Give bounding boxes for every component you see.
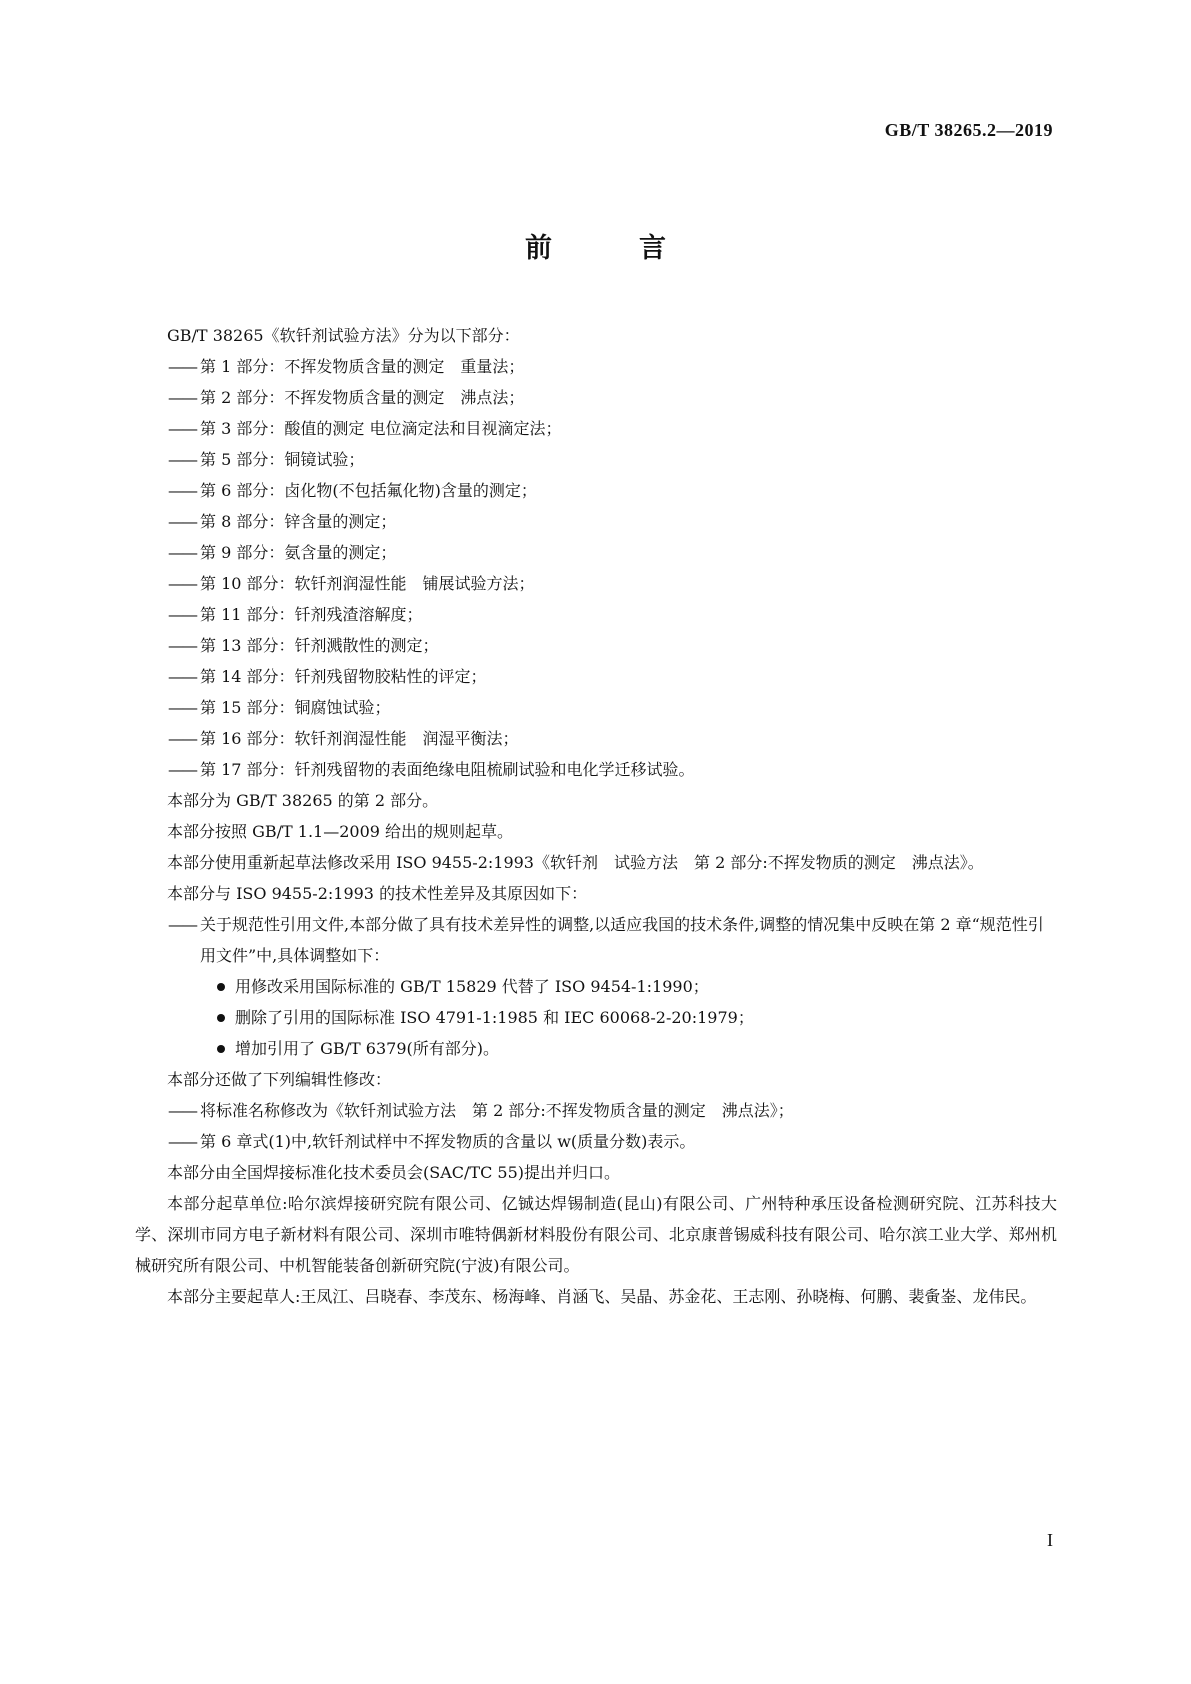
list-item: —— 第 14 部分：钎剂残留物胶粘性的评定； bbox=[168, 667, 487, 686]
list-item: —— 第 8 部分：锌含量的测定； bbox=[168, 512, 397, 531]
paragraph-editorial: 本部分还做了下列编辑性修改： bbox=[167, 1070, 392, 1089]
paragraph-differences: 本部分与 ISO 9455-2:1993 的技术性差异及其原因如下： bbox=[167, 884, 588, 903]
page-number: I bbox=[1047, 1530, 1053, 1550]
editorial-item: —— 第 6 章式(1)中,软钎剂试样中不挥发物质的含量以 w(质量分数)表示。 bbox=[168, 1132, 696, 1151]
list-item: —— 第 9 部分：氨含量的测定； bbox=[168, 543, 397, 562]
paragraph-drafting-units: 本部分起草单位:哈尔滨焊接研究院有限公司、亿铖达焊锡制造(昆山)有限公司、广州特种承压设备检测研究院、江苏科技大学、深圳市同方电子新材料有限公司、深圳市唯特偶新材料股份有限公司、北京康普锡威科技有限公司、哈尔滨工业大学、郑州机械研究所有限公司、中机智能装备创新研究院(宁波)有限公司。 bbox=[135, 1194, 1057, 1275]
list-item: —— 第 17 部分：钎剂残留物的表面绝缘电阻梳刷试验和电化学迁移试验。 bbox=[168, 760, 695, 779]
difference-item: —— 关于规范性引用文件,本部分做了具有技术差异性的调整,以适应我国的技术条件,调整的情况集中反映在第 2 章“规范性引用文件”中,具体调整如下： bbox=[168, 915, 1044, 965]
list-item: —— 第 15 部分：铜腐蚀试验； bbox=[168, 698, 391, 717]
list-item: —— 第 1 部分：不挥发物质含量的测定 重量法； bbox=[168, 357, 525, 376]
bullet-dot-icon bbox=[217, 1045, 225, 1053]
intro-paragraph: GB/T 38265《软钎剂试验方法》分为以下部分： bbox=[167, 326, 520, 345]
paragraph-rules: 本部分按照 GB/T 1.1—2009 给出的规则起草。 bbox=[167, 822, 514, 841]
paragraph-part2: 本部分为 GB/T 38265 的第 2 部分。 bbox=[167, 791, 439, 810]
bullet-dot-icon bbox=[217, 983, 225, 991]
page-title: 前 言 bbox=[525, 233, 696, 264]
paragraph-proposed: 本部分由全国焊接标准化技术委员会(SAC/TC 55)提出并归口。 bbox=[167, 1163, 620, 1182]
standard-number: GB/T 38265.2—2019 bbox=[884, 120, 1053, 140]
list-item: —— 第 5 部分：铜镜试验； bbox=[168, 450, 365, 469]
document-body bbox=[135, 320, 1057, 1312]
bullet-item: 用修改采用国际标准的 GB/T 15829 代替了 ISO 9454-1:1990； bbox=[135, 971, 1057, 1002]
list-item: —— 第 2 部分：不挥发物质含量的测定 沸点法； bbox=[168, 388, 525, 407]
parts-list bbox=[135, 351, 1057, 785]
list-item: —— 第 3 部分：酸值的测定 电位滴定法和目视滴定法； bbox=[168, 419, 562, 438]
list-item: —— 第 6 部分：卤化物(不包括氟化物)含量的测定； bbox=[168, 481, 537, 500]
paragraph-drafters: 本部分主要起草人:王凤江、吕晓春、李茂东、杨海峰、肖涵飞、吴晶、苏金花、王志刚、孙晓梅、何鹏、裴夤崟、龙伟民。 bbox=[167, 1287, 1037, 1306]
editorial-item: —— 将标准名称修改为《软钎剂试验方法 第 2 部分:不挥发物质含量的测定 沸点法》； bbox=[168, 1101, 794, 1120]
list-item: —— 第 16 部分：软钎剂润湿性能 润湿平衡法； bbox=[168, 729, 519, 748]
bullet-item: 删除了引用的国际标准 ISO 4791-1:1985 和 IEC 60068-2-20:1979； bbox=[135, 1002, 1057, 1033]
bullet-dot-icon bbox=[217, 1014, 225, 1022]
list-item: —— 第 10 部分：软钎剂润湿性能 铺展试验方法； bbox=[168, 574, 535, 593]
list-item: —— 第 11 部分：钎剂残渣溶解度； bbox=[168, 605, 423, 624]
bullet-item: 增加引用了 GB/T 6379(所有部分)。 bbox=[135, 1033, 1057, 1064]
list-item: —— 第 13 部分：钎剂溅散性的测定； bbox=[168, 636, 439, 655]
paragraph-iso: 本部分使用重新起草法修改采用 ISO 9455-2:1993《软钎剂 试验方法 第 2 部分:不挥发物质的测定 沸点法》。 bbox=[167, 853, 984, 872]
